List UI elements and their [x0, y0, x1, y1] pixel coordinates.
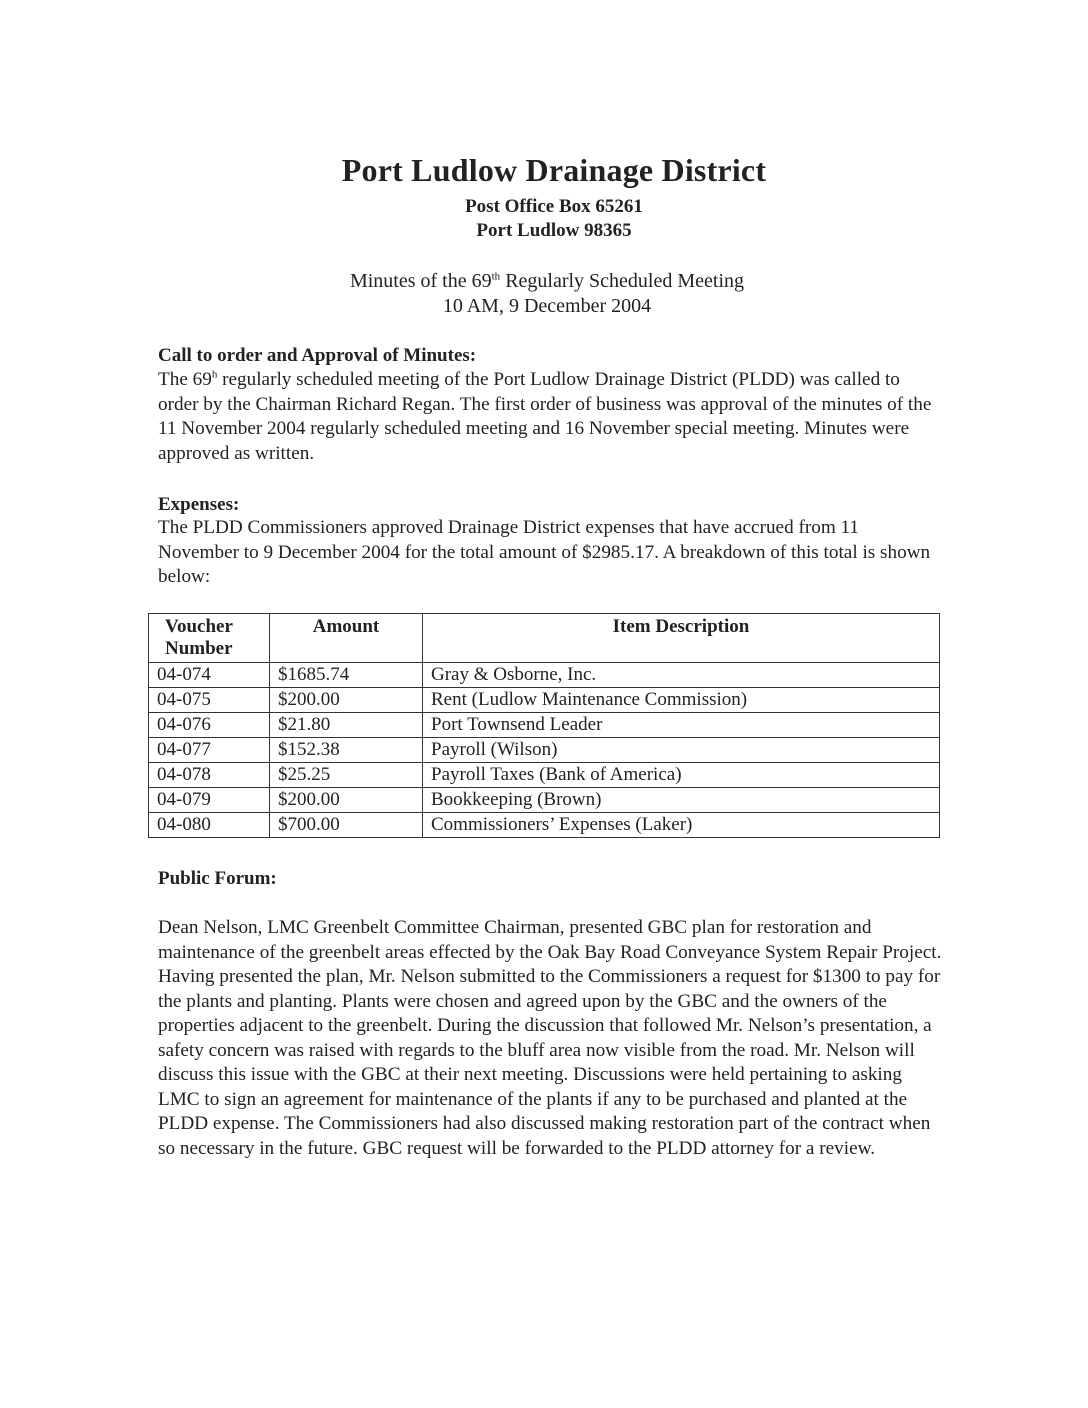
call-to-order-ordinal: h: [211, 368, 218, 381]
amount-cell: $200.00: [270, 788, 423, 813]
voucher-cell: 04-078: [149, 763, 270, 788]
call-to-order-text-body: regularly scheduled meeting of the Port Ludlow Drainage District (PLDD) was called to order by the Chairman Richard Regan. The first order of business was approval of the minutes of the 11 November 2004 regularly scheduled meeting and 16 November special meeting. Minutes were approved as written.: [158, 369, 932, 464]
address-city: Port Ludlow 98365: [476, 220, 632, 241]
expenses-text: The PLDD Commissioners approved Drainage District expenses that have accrued from 11 November to 9 December 2004 for the total amount of $2985.17. A breakdown of this total is shown below:: [158, 517, 931, 587]
table-row: [149, 813, 940, 838]
meeting-title-ordinal: th: [491, 270, 501, 283]
meeting-title: [0, 270, 1088, 293]
meeting-datetime: 10 AM, 9 December 2004: [442, 295, 652, 317]
public-forum-text: Dean Nelson, LMC Greenbelt Committee Chairman, presented GBC plan for restoration and maintenance of the greenbelt areas effected by the Oak Bay Road Conveyance System Repair Project. Having presented the plan, Mr. Nelson submitted to the Commissioners a request for $1300 to pay for the plants and planting. Plants were chosen and agreed upon by the GBC and the owners of the properties adjacent to the greenbelt. During the discussion that followed Mr. Nelson’s presentation, a safety concern was raised with regards to the bluff area now visible from the road. Mr. Nelson will discuss this issue with the GBC at their next meeting. Discussions were held pertaining to asking LMC to sign an agreement for maintenance of the plants if any to be purchased and planted at the PLDD expense. The Commissioners had also discussed making restoration part of the contract when so necessary in the future. GBC request will be forwarded to the PLDD attorney for a review.: [158, 917, 942, 1159]
voucher-cell: 04-075: [149, 688, 270, 713]
amount-cell: $1685.74: [270, 663, 423, 688]
call-to-order-text-prefix: The 69: [158, 369, 212, 390]
voucher-cell: 04-079: [149, 788, 270, 813]
call-to-order-text: [158, 368, 938, 466]
description-cell: Bookkeeping (Brown): [423, 788, 940, 813]
table-row: [149, 663, 940, 688]
voucher-header-line1: Voucher: [165, 616, 233, 637]
item-description-header: Item Description: [423, 614, 940, 663]
amount-cell: $700.00: [270, 813, 423, 838]
expense-table: [148, 613, 940, 838]
description-cell: Gray & Osborne, Inc.: [423, 663, 940, 688]
table-row: [149, 688, 940, 713]
amount-cell: $200.00: [270, 688, 423, 713]
voucher-cell: 04-080: [149, 813, 270, 838]
voucher-cell: 04-076: [149, 713, 270, 738]
amount-cell: $152.38: [270, 738, 423, 763]
description-cell: Payroll Taxes (Bank of America): [423, 763, 940, 788]
voucher-number-header: [149, 614, 270, 663]
table-row: [149, 788, 940, 813]
amount-header: Amount: [270, 614, 423, 663]
call-to-order-heading: Call to order and Approval of Minutes:: [158, 345, 477, 366]
address-po-box: Post Office Box 65261: [465, 196, 643, 217]
table-row: [149, 738, 940, 763]
description-cell: Payroll (Wilson): [423, 738, 940, 763]
expense-table-header-row: [149, 614, 940, 663]
description-cell: Commissioners’ Expenses (Laker): [423, 813, 940, 838]
description-cell: Rent (Ludlow Maintenance Commission): [423, 688, 940, 713]
meeting-title-suffix: Regularly Scheduled Meeting: [500, 270, 745, 292]
meeting-title-prefix: Minutes of the 69: [349, 270, 492, 292]
amount-cell: $21.80: [270, 713, 423, 738]
expenses-heading: Expenses:: [158, 494, 240, 515]
voucher-cell: 04-074: [149, 663, 270, 688]
description-cell: Port Townsend Leader: [423, 713, 940, 738]
table-row: [149, 763, 940, 788]
voucher-header-line2: Number: [165, 638, 233, 659]
voucher-cell: 04-077: [149, 738, 270, 763]
organization-title: Port Ludlow Drainage District: [341, 152, 767, 188]
table-row: [149, 713, 940, 738]
amount-cell: $25.25: [270, 763, 423, 788]
public-forum-heading: Public Forum:: [158, 868, 277, 889]
